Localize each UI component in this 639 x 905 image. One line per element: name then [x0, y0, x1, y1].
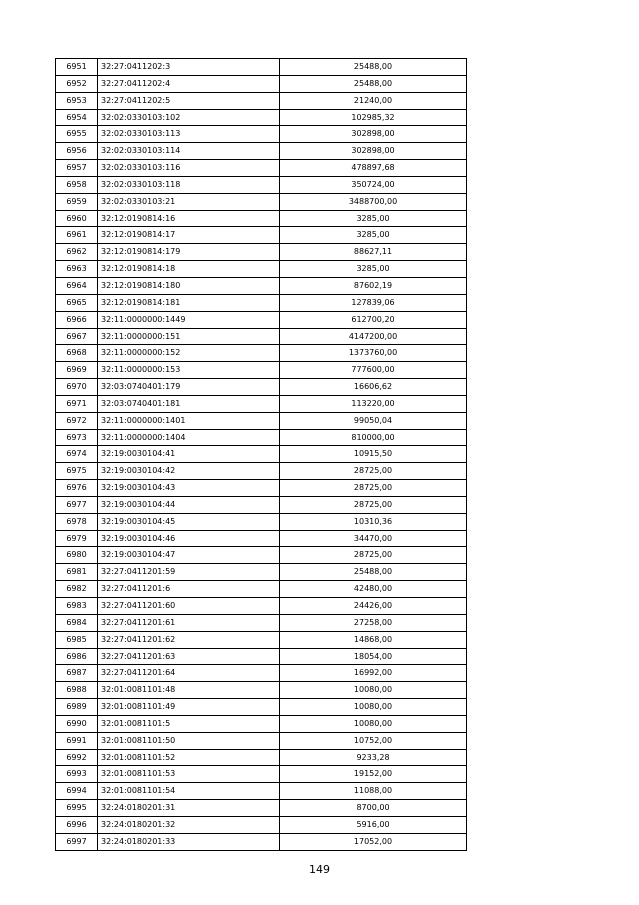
row-number-cell: 6954 — [56, 109, 98, 126]
cadastral-value-table — [55, 58, 467, 851]
table-row — [56, 699, 467, 716]
value-cell: 21240,00 — [280, 92, 467, 109]
row-number-cell: 6989 — [56, 699, 98, 716]
value-cell: 8700,00 — [280, 800, 467, 817]
row-number-cell: 6983 — [56, 598, 98, 615]
table-row — [56, 362, 467, 379]
cadastral-number-cell: 32:11:0000000:1449 — [98, 311, 280, 328]
table-row — [56, 244, 467, 261]
table-row — [56, 126, 467, 143]
row-number-cell: 6988 — [56, 682, 98, 699]
cadastral-number-cell: 32:27:0411201:63 — [98, 648, 280, 665]
value-cell: 102985,32 — [280, 109, 467, 126]
row-number-cell: 6994 — [56, 783, 98, 800]
table-row — [56, 193, 467, 210]
cadastral-number-cell: 32:01:0081101:50 — [98, 732, 280, 749]
cadastral-number-cell: 32:27:0411201:59 — [98, 564, 280, 581]
table-row — [56, 345, 467, 362]
value-cell: 42480,00 — [280, 581, 467, 598]
row-number-cell: 6974 — [56, 446, 98, 463]
row-number-cell: 6993 — [56, 766, 98, 783]
value-cell: 612700,20 — [280, 311, 467, 328]
cadastral-number-cell: 32:11:0000000:153 — [98, 362, 280, 379]
table-row — [56, 395, 467, 412]
value-cell: 10080,00 — [280, 699, 467, 716]
cadastral-number-cell: 32:12:0190814:18 — [98, 261, 280, 278]
row-number-cell: 6966 — [56, 311, 98, 328]
cadastral-number-cell: 32:01:0081101:52 — [98, 749, 280, 766]
row-number-cell: 6977 — [56, 496, 98, 513]
cadastral-number-cell: 32:27:0411201:64 — [98, 665, 280, 682]
table-row — [56, 59, 467, 76]
cadastral-number-cell: 32:27:0411202:5 — [98, 92, 280, 109]
table-row — [56, 75, 467, 92]
cadastral-number-cell: 32:24:0180201:32 — [98, 816, 280, 833]
value-cell: 87602,19 — [280, 277, 467, 294]
cadastral-number-cell: 32:27:0411202:3 — [98, 59, 280, 76]
table-row — [56, 581, 467, 598]
cadastral-number-cell: 32:02:0330103:118 — [98, 176, 280, 193]
cadastral-number-cell: 32:01:0081101:49 — [98, 699, 280, 716]
row-number-cell: 6958 — [56, 176, 98, 193]
row-number-cell: 6990 — [56, 715, 98, 732]
row-number-cell: 6987 — [56, 665, 98, 682]
value-cell: 17052,00 — [280, 833, 467, 850]
table-row — [56, 682, 467, 699]
table-row — [56, 749, 467, 766]
value-cell: 302898,00 — [280, 126, 467, 143]
table-row — [56, 379, 467, 396]
row-number-cell: 6965 — [56, 294, 98, 311]
table-row — [56, 614, 467, 631]
row-number-cell: 6967 — [56, 328, 98, 345]
table-row — [56, 598, 467, 615]
cadastral-number-cell: 32:11:0000000:151 — [98, 328, 280, 345]
table-row — [56, 227, 467, 244]
value-cell: 3285,00 — [280, 227, 467, 244]
cadastral-number-cell: 32:02:0330103:114 — [98, 143, 280, 160]
value-cell: 5916,00 — [280, 816, 467, 833]
value-cell: 16992,00 — [280, 665, 467, 682]
cadastral-number-cell: 32:02:0330103:21 — [98, 193, 280, 210]
value-cell: 25488,00 — [280, 59, 467, 76]
row-number-cell: 6951 — [56, 59, 98, 76]
row-number-cell: 6969 — [56, 362, 98, 379]
value-cell: 11088,00 — [280, 783, 467, 800]
value-cell: 127839,06 — [280, 294, 467, 311]
row-number-cell: 6963 — [56, 261, 98, 278]
row-number-cell: 6973 — [56, 429, 98, 446]
cadastral-number-cell: 32:02:0330103:116 — [98, 160, 280, 177]
cadastral-number-cell: 32:02:0330103:113 — [98, 126, 280, 143]
value-cell: 350724,00 — [280, 176, 467, 193]
row-number-cell: 6961 — [56, 227, 98, 244]
cadastral-number-cell: 32:27:0411201:6 — [98, 581, 280, 598]
table-row — [56, 446, 467, 463]
table-row — [56, 513, 467, 530]
value-cell: 3488700,00 — [280, 193, 467, 210]
value-cell: 28725,00 — [280, 463, 467, 480]
cadastral-number-cell: 32:27:0411202:4 — [98, 75, 280, 92]
row-number-cell: 6976 — [56, 480, 98, 497]
cadastral-number-cell: 32:12:0190814:180 — [98, 277, 280, 294]
table-row — [56, 715, 467, 732]
value-cell: 10752,00 — [280, 732, 467, 749]
table-row — [56, 328, 467, 345]
cadastral-number-cell: 32:19:0030104:46 — [98, 530, 280, 547]
row-number-cell: 6971 — [56, 395, 98, 412]
row-number-cell: 6978 — [56, 513, 98, 530]
value-cell: 19152,00 — [280, 766, 467, 783]
value-cell: 4147200,00 — [280, 328, 467, 345]
cadastral-number-cell: 32:19:0030104:47 — [98, 547, 280, 564]
cadastral-number-cell: 32:03:0740401:179 — [98, 379, 280, 396]
row-number-cell: 6959 — [56, 193, 98, 210]
value-cell: 28725,00 — [280, 496, 467, 513]
cadastral-number-cell: 32:24:0180201:33 — [98, 833, 280, 850]
value-cell: 25488,00 — [280, 564, 467, 581]
cadastral-number-cell: 32:27:0411201:62 — [98, 631, 280, 648]
value-cell: 1373760,00 — [280, 345, 467, 362]
page-number: 149 — [309, 863, 330, 876]
value-cell: 14868,00 — [280, 631, 467, 648]
row-number-cell: 6955 — [56, 126, 98, 143]
table-row — [56, 210, 467, 227]
table-row — [56, 800, 467, 817]
table-row — [56, 816, 467, 833]
value-cell: 16606,62 — [280, 379, 467, 396]
cadastral-number-cell: 32:11:0000000:152 — [98, 345, 280, 362]
value-cell: 810000,00 — [280, 429, 467, 446]
table-row — [56, 833, 467, 850]
row-number-cell: 6995 — [56, 800, 98, 817]
value-cell: 10080,00 — [280, 682, 467, 699]
cadastral-number-cell: 32:12:0190814:17 — [98, 227, 280, 244]
table-body — [56, 59, 467, 851]
value-cell: 25488,00 — [280, 75, 467, 92]
value-cell: 302898,00 — [280, 143, 467, 160]
value-cell: 24426,00 — [280, 598, 467, 615]
table-row — [56, 631, 467, 648]
table-row — [56, 160, 467, 177]
table-row — [56, 109, 467, 126]
cadastral-number-cell: 32:01:0081101:5 — [98, 715, 280, 732]
row-number-cell: 6975 — [56, 463, 98, 480]
value-cell: 10080,00 — [280, 715, 467, 732]
table-row — [56, 429, 467, 446]
row-number-cell: 6997 — [56, 833, 98, 850]
cadastral-number-cell: 32:24:0180201:31 — [98, 800, 280, 817]
table-row — [56, 530, 467, 547]
table-row — [56, 261, 467, 278]
row-number-cell: 6992 — [56, 749, 98, 766]
cadastral-number-cell: 32:27:0411201:61 — [98, 614, 280, 631]
value-cell: 28725,00 — [280, 547, 467, 564]
table-row — [56, 143, 467, 160]
value-cell: 18054,00 — [280, 648, 467, 665]
cadastral-number-cell: 32:19:0030104:42 — [98, 463, 280, 480]
cadastral-number-cell: 32:12:0190814:181 — [98, 294, 280, 311]
row-number-cell: 6952 — [56, 75, 98, 92]
row-number-cell: 6984 — [56, 614, 98, 631]
value-cell: 10915,50 — [280, 446, 467, 463]
value-cell: 28725,00 — [280, 480, 467, 497]
cadastral-number-cell: 32:01:0081101:48 — [98, 682, 280, 699]
row-number-cell: 6953 — [56, 92, 98, 109]
table-row — [56, 766, 467, 783]
cadastral-number-cell: 32:19:0030104:45 — [98, 513, 280, 530]
table-row — [56, 176, 467, 193]
value-cell: 34470,00 — [280, 530, 467, 547]
value-cell: 10310,36 — [280, 513, 467, 530]
row-number-cell: 6981 — [56, 564, 98, 581]
row-number-cell: 6982 — [56, 581, 98, 598]
table-row — [56, 412, 467, 429]
value-cell: 27258,00 — [280, 614, 467, 631]
cadastral-number-cell: 32:12:0190814:179 — [98, 244, 280, 261]
cadastral-number-cell: 32:11:0000000:1401 — [98, 412, 280, 429]
row-number-cell: 6968 — [56, 345, 98, 362]
row-number-cell: 6962 — [56, 244, 98, 261]
value-cell: 9233,28 — [280, 749, 467, 766]
cadastral-number-cell: 32:02:0330103:102 — [98, 109, 280, 126]
table-row — [56, 480, 467, 497]
table-row — [56, 311, 467, 328]
cadastral-number-cell: 32:19:0030104:44 — [98, 496, 280, 513]
table-row — [56, 732, 467, 749]
table-row — [56, 294, 467, 311]
value-cell: 3285,00 — [280, 210, 467, 227]
row-number-cell: 6972 — [56, 412, 98, 429]
cadastral-number-cell: 32:11:0000000:1404 — [98, 429, 280, 446]
value-cell: 113220,00 — [280, 395, 467, 412]
cadastral-number-cell: 32:01:0081101:53 — [98, 766, 280, 783]
table-row — [56, 783, 467, 800]
table-row — [56, 547, 467, 564]
table-row — [56, 648, 467, 665]
table-row — [56, 564, 467, 581]
row-number-cell: 6991 — [56, 732, 98, 749]
row-number-cell: 6957 — [56, 160, 98, 177]
table-row — [56, 496, 467, 513]
row-number-cell: 6986 — [56, 648, 98, 665]
value-cell: 3285,00 — [280, 261, 467, 278]
cadastral-number-cell: 32:12:0190814:16 — [98, 210, 280, 227]
row-number-cell: 6970 — [56, 379, 98, 396]
value-cell: 478897,68 — [280, 160, 467, 177]
cadastral-number-cell: 32:27:0411201:60 — [98, 598, 280, 615]
row-number-cell: 6996 — [56, 816, 98, 833]
value-cell: 777600,00 — [280, 362, 467, 379]
row-number-cell: 6979 — [56, 530, 98, 547]
row-number-cell: 6956 — [56, 143, 98, 160]
row-number-cell: 6964 — [56, 277, 98, 294]
table-row — [56, 665, 467, 682]
value-cell: 88627,11 — [280, 244, 467, 261]
row-number-cell: 6985 — [56, 631, 98, 648]
row-number-cell: 6960 — [56, 210, 98, 227]
cadastral-number-cell: 32:01:0081101:54 — [98, 783, 280, 800]
row-number-cell: 6980 — [56, 547, 98, 564]
table-row — [56, 463, 467, 480]
cadastral-number-cell: 32:19:0030104:43 — [98, 480, 280, 497]
table-row — [56, 277, 467, 294]
value-cell: 99050,04 — [280, 412, 467, 429]
table-row — [56, 92, 467, 109]
cadastral-number-cell: 32:19:0030104:41 — [98, 446, 280, 463]
cadastral-number-cell: 32:03:0740401:181 — [98, 395, 280, 412]
